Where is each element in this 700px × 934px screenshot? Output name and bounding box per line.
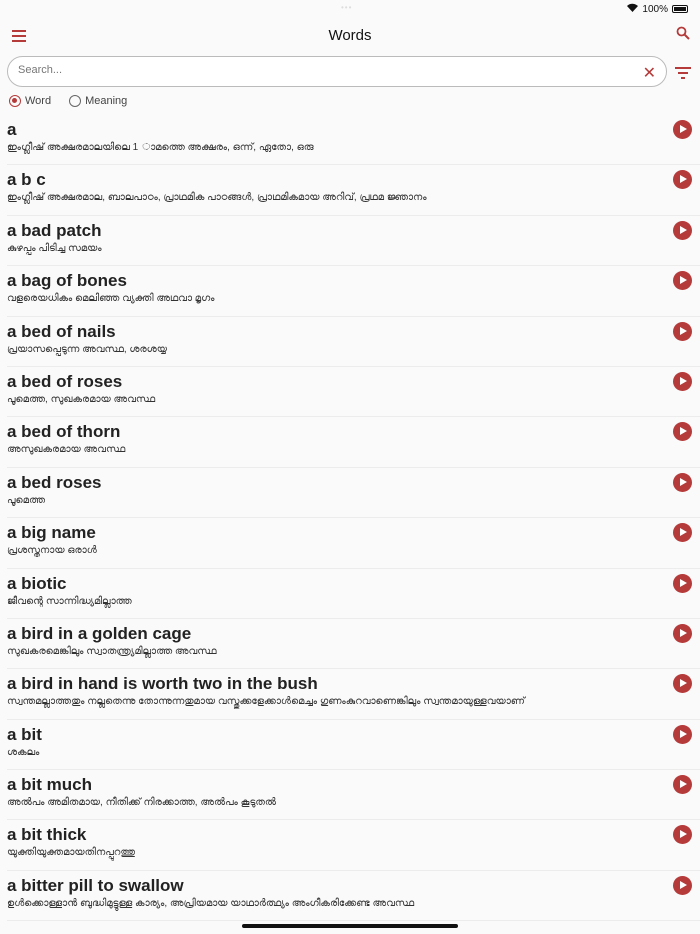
list-item[interactable] [7,115,700,165]
play-audio-icon[interactable] [673,624,692,643]
meaning-text: സ്വന്തമല്ലാത്തതും നല്ലതെന്നു തോന്നുന്നതുമായ വസ്തുക്കളേക്കാൾമെച്ചം ഗുണംകുറവാണെങ്കിലും സ്വന്തമായുള്ളവയാണ് [7,696,525,708]
list-item[interactable] [7,266,700,316]
word-list [0,115,700,921]
play-audio-icon[interactable] [673,876,692,895]
list-item[interactable] [7,417,700,467]
multitasking-dots[interactable]: ••• [341,3,353,12]
list-item[interactable] [7,468,700,518]
word-text: a bed of thorn [7,422,121,442]
word-text: a biotic [7,573,67,593]
play-audio-icon[interactable] [673,120,692,139]
list-item[interactable] [7,216,700,266]
radio-checked-icon [9,95,21,107]
meaning-text: ഇംഗ്ലീഷ് അക്ഷരമാലയിലെ 1 ാമത്തെ അക്ഷരം, ഒന്ന്, ഏതോ, ഒരു [7,142,314,153]
play-audio-icon[interactable] [673,372,692,391]
radio-meaning[interactable] [69,95,127,107]
meaning-text: പ്രയാസപ്പെടുന്ന അവസ്ഥ, ശരശയ്യ [7,343,167,355]
play-audio-icon[interactable] [673,523,692,542]
word-text: a [7,120,17,139]
play-audio-icon[interactable] [673,775,692,794]
play-audio-icon[interactable] [673,221,692,240]
list-item[interactable] [7,820,700,870]
clear-icon[interactable]: ✕ [642,65,656,82]
list-item[interactable] [7,165,700,215]
wifi-icon [627,3,638,15]
meaning-text: ജീവന്റെ സാന്നിദ്ധ്യമില്ലാത്ത [7,595,132,607]
meaning-text: ശകലം [7,746,40,758]
word-text: a bird in a golden cage [7,623,192,643]
radio-unchecked-icon [69,95,81,107]
play-audio-icon[interactable] [673,422,692,441]
list-item[interactable] [7,720,700,770]
word-text: a bit [7,724,42,744]
battery-icon [672,5,688,13]
list-item[interactable] [7,518,700,568]
list-item[interactable] [7,367,700,417]
list-item[interactable] [7,569,700,619]
page-title: Words [328,27,372,44]
meaning-text: പൂമെത്ത, സുഖകരമായ അവസ്ഥ [7,393,156,405]
meaning-text: അൽപം അമിതമായ, നീതിക്ക് നിരക്കാത്ത, അൽപം കൂടുതൽ [7,797,277,809]
play-audio-icon[interactable] [673,322,692,341]
word-text: a bit much [7,775,93,795]
meaning-text: യുക്തിയുക്തമായതിനപ്പുറത്തു [7,847,135,859]
play-audio-icon[interactable] [673,725,692,744]
meaning-text: അസുഖകരമായ അവസ്ഥ [7,444,126,456]
status-bar [0,0,700,18]
word-text: a bed of nails [7,321,116,341]
meaning-text: വളരെയധികം മെലിഞ്ഞ വ്യക്തി അഥവാ മൃഗം [7,293,215,305]
play-audio-icon[interactable] [673,170,692,189]
meaning-text: ഉൾക്കൊള്ളാൻ ബുദ്ധിമുട്ടുള്ള കാര്യം, അപ്രിയമായ യാഥാർത്ഥ്യം അംഗീകരിക്കേണ്ട അവസ്ഥ [7,897,415,909]
meaning-text: സുഖകരമെങ്കിലും സ്വാതന്ത്ര്യമില്ലാത്ത അവസ്ഥ [7,645,217,657]
word-text: a big name [7,523,96,543]
list-item[interactable] [7,317,700,367]
meaning-text: ഇംഗ്ലീഷ് അക്ഷരമാല, ബാലപാഠം, പ്രാഥമിക പാഠങ്ങൾ, പ്രാഥമികമായ അറിവ്, പ്രഥമ ജ്ഞാനം [7,192,427,204]
meaning-text: പൂമെത്ത [7,494,46,506]
search-input[interactable] [18,64,618,76]
play-audio-icon[interactable] [673,674,692,693]
battery-percent: 100% [642,3,668,15]
play-audio-icon[interactable] [673,825,692,844]
search-icon[interactable] [676,26,690,45]
status-right [627,3,688,15]
word-text: a bed roses [7,472,102,492]
radio-word[interactable] [9,95,51,107]
meaning-text: കുഴപ്പം പിടിച്ച സമയം [7,242,102,254]
word-text: a bag of bones [7,271,127,291]
meaning-text: പ്രശസ്തനായ ഒരാൾ [7,545,97,557]
filter-icon[interactable] [675,66,691,84]
play-audio-icon[interactable] [673,473,692,492]
word-text: a bad patch [7,220,102,240]
app-header [0,22,700,50]
play-audio-icon[interactable] [673,574,692,593]
radio-word-label: Word [25,95,52,107]
word-text: a bit thick [7,825,87,845]
list-item[interactable] [7,619,700,669]
list-item[interactable] [7,770,700,820]
word-text: a bitter pill to swallow [7,875,184,895]
word-text: a bird in hand is worth two in the bush [7,674,318,694]
play-audio-icon[interactable] [673,271,692,290]
radio-meaning-label: Meaning [85,95,128,107]
home-indicator[interactable] [242,924,458,928]
list-item[interactable] [7,669,700,719]
search-mode [9,95,127,107]
word-text: a b c [7,170,46,190]
word-text: a bed of roses [7,371,123,391]
search-field [7,56,667,87]
list-item[interactable] [7,871,700,921]
